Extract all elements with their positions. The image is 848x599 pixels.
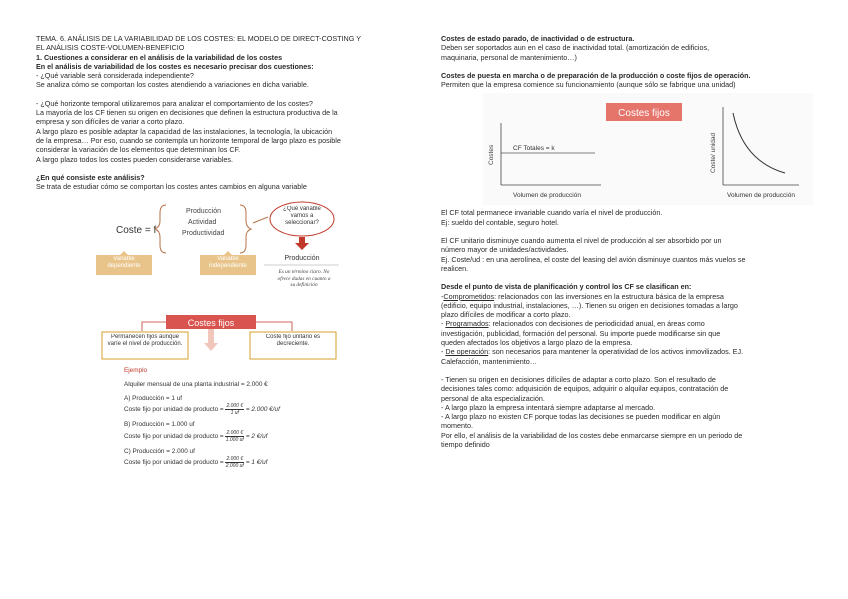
item-actividad: Actividad: [188, 219, 217, 227]
coste-f-label: Coste = f: [116, 225, 157, 237]
paragraph: - A largo plazo no existen CF porque todas las decisiones se pueden modificar en algún: [441, 412, 721, 422]
paragraph: número mayor de unidades/actividades.: [441, 245, 569, 255]
var-dep-text: Variable dependiente: [107, 256, 141, 270]
paragraph: realicen.: [441, 263, 469, 273]
paragraph: Calefacción, mantenimiento…: [441, 356, 537, 366]
brace: [155, 205, 166, 253]
arrow-line: [253, 217, 268, 223]
cf-total-label: CF Totales = k: [513, 145, 555, 153]
costes-fijos-graphs: [483, 93, 813, 205]
brace-right: [240, 205, 251, 253]
doc-title: TEMA. 6. ANÁLISIS DE LA VARIABILIDAD DE LOS COSTES: EL MODELO DE DIRECT-COSTING Y: [36, 34, 361, 43]
example-rent: Alquiler mensual de una planta industrial = 2.000 €: [124, 381, 268, 389]
graph-title: Costes fijos: [618, 108, 670, 120]
ribbon-label: Costes fijos: [187, 318, 235, 329]
up-arrow-right: [224, 251, 232, 255]
item-productividad: Productividad: [182, 230, 225, 238]
g1-y-label: Costes: [488, 145, 495, 166]
example-c-formula: Coste fijo por unidad de producto = $\frac{2.000 €}{2.000 uf}$ = 1 €/uf: [124, 456, 268, 470]
paragraph: A largo plazo todos los costes pueden considerarse variables.: [36, 154, 233, 164]
left-column: [36, 34, 410, 469]
item-programados: - Programados: relacionados con decisiones de periodicidad anual, en áreas como: [441, 319, 705, 329]
doc-title-2: EL ANÁLISIS COSTE-VOLUMEN-BENEFICIO: [36, 43, 185, 53]
paragraph: El CF unitario disminuye cuando aumenta el nivel de producción al ser absorbido por un: [441, 236, 722, 246]
costes-fijos-diagram: [100, 311, 360, 363]
paragraph: Deben ser soportados aun en el caso de inactividad total. (amortización de edificios,: [441, 43, 710, 53]
paragraph: tiempo definido: [441, 440, 490, 450]
var-ind-text: Variable independiente: [209, 256, 247, 270]
arrow-right: [256, 322, 292, 331]
item-operacion: - De operación: son necesarios para mantener la operatividad de los activos inmovilizados. EJ.: [441, 347, 744, 357]
right-column: [441, 34, 821, 449]
question-heading: ¿En qué consiste este análisis?: [36, 172, 145, 182]
paragraph: maquinaria, personal de mantenimiento…): [441, 52, 577, 62]
paragraph: A largo plazo es posible adaptar la capacidad de las instalaciones, la tecnología, la ubicación: [36, 126, 333, 136]
paragraph: - A largo plazo la empresa intentará siempre adaptarse al mercado.: [441, 402, 656, 412]
paragraph: Se trata de estudiar cómo se comportan los costes antes cambios en alguna variable: [36, 182, 307, 192]
example-block: [124, 367, 410, 469]
arrow-left: [142, 322, 166, 331]
left-box-text: Permanecen fijos aunque varíe el nivel de producción.: [107, 334, 183, 348]
example-title: Ejemplo: [124, 367, 148, 375]
paragraph: decisiones tales como: adquisición de equipos, adquirir o alquilar equipos, contratación de: [441, 384, 729, 394]
paragraph: de la empresa… Por eso, cuando se contempla un horizonte temporal de largo plazo es posible: [36, 135, 341, 145]
paragraph: investigación, publicidad, formación del personal. Su importe puede modificarse sin que: [441, 328, 721, 338]
paragraph: Ej. Coste/ud : en una aerolínea, el coste del leasing del avión disminuye cuantos más vuelos se: [441, 254, 746, 264]
right-box-text: Coste fijo unitario es decreciente.: [265, 334, 321, 348]
question-text: ¿Qué variable vamos a seleccionar?: [283, 206, 321, 227]
down-arrow: [295, 237, 309, 250]
example-b-formula: Coste fijo por unidad de producto = $\frac{2.000 €}{1.000 uf}$ = 2 €/uf: [124, 429, 268, 443]
paragraph: considerar la variación de los elementos que determinan los CF.: [36, 145, 241, 155]
paragraph: En el análisis de variabilidad de los costes es necesario precisar dos cuestiones:: [36, 61, 314, 71]
heading-puesta-marcha: Costes de puesta en marcha o de preparación de la producción o coste fijos de operación.: [441, 70, 751, 80]
heading-clasificacion: Desde el punto de vista de planificación y control los CF se clasifican en:: [441, 282, 692, 292]
heading-estado-parado: Costes de estado parado, de inactividad o de estructura.: [441, 34, 635, 43]
paragraph: Se analiza cómo se comportan los costes atendiendo a variaciones en dicha variable.: [36, 80, 309, 90]
item-produccion: Producción: [186, 208, 222, 216]
paragraph: - ¿Qué variable será considerada independiente?: [36, 71, 194, 81]
paragraph: queden afectados los objetivos a largo plazo de la empresa.: [441, 338, 633, 348]
g2-x-label: Volumen de producción: [727, 192, 795, 200]
example-a-formula: Coste fijo por unidad de producto = $\frac{2.000 €}{1 uf}$ = 2.000 €/uf: [124, 403, 280, 417]
paragraph: personal de alta especialización.: [441, 393, 545, 403]
section-heading: 1. Cuestiones a considerar en el análisis de la variabilidad de los costes: [36, 52, 283, 62]
paragraph: empresa y son difíciles de variar a corto plazo.: [36, 117, 185, 127]
paragraph: Ej: sueldo del contable, seguro hotel.: [441, 217, 559, 227]
paragraph: plazo difíciles de modificar a corto plazo.: [441, 310, 571, 320]
example-a-label: A) Producción = 1 uf: [124, 394, 183, 402]
item-comprometidos: -Comprometidos: relacionados con las inversiones en la estructura básica de la empresa: [441, 291, 724, 301]
example-c-label: C) Producción = 2.000 uf: [124, 447, 195, 455]
definition-note: Es un término claro. No ofrece dudas en cuanto a su definición: [277, 269, 331, 289]
paragraph: El CF total permanece invariable cuando varía el nivel de producción.: [441, 208, 663, 218]
paragraph: (edificio, equipo industrial, instalaciones, …). Tienen su origen en decisiones tomadas a largo: [441, 300, 738, 310]
paragraph: - Tienen su origen en decisiones difíciles de adaptar a corto plazo. Son el resultado de: [441, 374, 716, 384]
paragraph: Permiten que la empresa comience su funcionamiento (aunque sólo se fabrique una unidad): [441, 80, 736, 90]
cost-function-diagram: [94, 197, 354, 315]
up-arrow-left: [120, 251, 128, 255]
paragraph: momento.: [441, 421, 473, 431]
g1-x-label: Volumen de producción: [513, 192, 581, 200]
g2-y-label: Coste/ unidad: [710, 133, 717, 174]
example-b-label: B) Producción = 1.000 uf: [124, 421, 195, 429]
paragraph: - ¿Qué horizonte temporal utilizaremos para analizar el comportamiento de los costes?: [36, 98, 313, 108]
paragraph: Por ello, el análisis de la variabilidad de los costes debe enmarcarse siempre en un periodo de: [441, 430, 743, 440]
arrow-down: [204, 329, 218, 351]
produccion-label: Producción: [284, 255, 320, 263]
paragraph: La mayoría de los CF tienen su origen en decisiones que definen la estructura productiva de la: [36, 108, 338, 118]
